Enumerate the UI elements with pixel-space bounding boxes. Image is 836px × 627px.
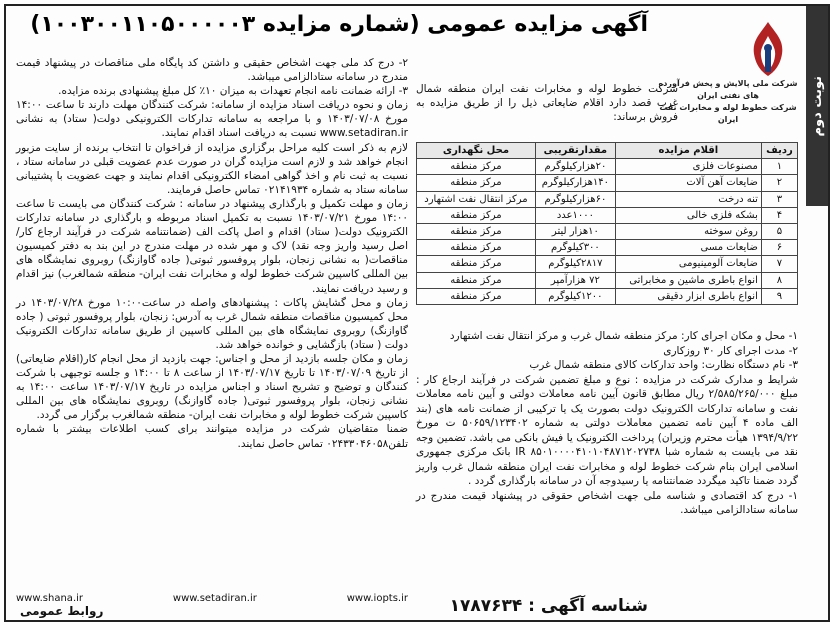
table-row xyxy=(417,191,798,207)
cell-row-number: ۹ xyxy=(761,288,797,304)
cell-location: مرکز منطقه xyxy=(417,223,536,239)
flame-logo-icon xyxy=(746,20,790,78)
cell-row-number: ۴ xyxy=(761,207,797,223)
cell-row-number: ۶ xyxy=(761,240,797,256)
cell-location: مرکز منطقه xyxy=(417,175,536,191)
cell-quantity: ۱۲۰۰کیلوگرم xyxy=(535,288,615,304)
cell-row-number: ۳ xyxy=(761,191,797,207)
paragraph: ۳- ارائه ضمانت نامه انجام تعهدات به میزان ۱۰٪ کل مبلغ پیشنهادی برنده مزایده. xyxy=(58,85,408,98)
cell-location: مرکز منطقه xyxy=(417,207,536,223)
cell-quantity: ۶۰هزارکیلوگرم xyxy=(535,191,615,207)
cell-row-number: ۸ xyxy=(761,272,797,288)
table-row xyxy=(417,288,798,304)
paragraph: ۲- درج کد ملی جهت اشخاص حقیقی و داشتن کد پایگاه ملی مناقصات در پیشنهاد قیمت مندرج در سامانه ستادالزامی میباشد. xyxy=(16,57,408,84)
cell-row-number: ۵ xyxy=(761,223,797,239)
ad-page xyxy=(4,4,830,622)
table-row xyxy=(417,256,798,272)
note: ۲- مدت اجرای کار ۳۰ روزکاری xyxy=(663,344,798,357)
paragraph: زمان و مکان جلسه بازدید از محل و اجناس: جهت بازدید از محل انجام کار(اقلام ضایعاتی) از تاریخ ۱۴۰۳/۰۷/۰۹ تا تاریخ ۱۴۰۳/۰۷/۱۷ از ساعت ۸ تا ۱۴:۰۰ و جلسه توجیهی با شرکت کنندگان و توضیح و تشریح اسناد و اجناس مزایده در تاریخ ۱۴۰۳/۰۷/۱۷ ساعت ۱۴:۰۰ به نشانی زنجان، بلوار پروفسور ثبوتی( جاده گاوازنگ) روبروی نمایشگاه های بین المللی کاسپین شرکت خطوط لوله و مخابرات نفت ایران- منطقه شمالغرب برگزار می گردد. xyxy=(16,352,409,422)
cell-item: تنه درخت xyxy=(615,191,761,207)
cell-row-number: ۷ xyxy=(761,256,797,272)
cell-location: مرکز منطقه xyxy=(417,240,536,256)
table-row xyxy=(417,272,798,288)
cell-quantity: ۲۸۱۷کیلوگرم xyxy=(535,256,615,272)
note: ۳- نام دستگاه نظارت: واحد تدارکات کالای منطقه شمال غرب xyxy=(529,359,798,371)
paragraph: زمان و محل گشایش پاکات : پیشنهادهای واصله در ساعت۱۰:۰۰ مورخ ۱۴۰۳/۰۷/۲۸ در محل کمیسیون مناقصات منطقه شمال غرب به آدرس: زنجان، بلوار پروفسور ثبوتی ( جاده گاوازنگ) روبروی نمایشگاه های بین المللی کاسپین از طریق سامانه تدارکات الکترونیک دولت ( ستاد) بازگشایی و خوانده خواهد شد. xyxy=(16,296,408,351)
side-label xyxy=(806,6,828,206)
table-row xyxy=(417,207,798,223)
cell-item: انواع باطری ماشین و مخابراتی xyxy=(615,272,761,288)
cell-item: مصنوعات فلزی xyxy=(615,159,761,175)
cell-item: بشکه فلزی خالی xyxy=(615,207,761,223)
paragraph: لازم به ذکر است کلیه مراحل برگزاری مزایده از فراخوان تا انتخاب برنده از سایت مزبور انجام خواهد شد و لازم است مزایده گران در صورت عدم عضویت قبلی در سامانه ستاد ، نسبت به ثبت نام و اخذ گواهی امضاء الکترونیکی اقدام نمایند و جهت عضویت با پشتیبانی سامانه ستاد به شماره ۰۲۱۴۱۹۳۴ تماس حاصل فرمایند. xyxy=(16,141,408,196)
table-row xyxy=(417,223,798,239)
website-link[interactable]: www.setadiran.ir xyxy=(172,593,257,604)
items-table xyxy=(416,142,798,305)
cell-location: مرکز منطقه xyxy=(417,272,536,288)
cell-item: ضایعات آهن آلات xyxy=(615,175,761,191)
website-link[interactable]: www.iopts.ir xyxy=(346,593,408,604)
paragraph: زمان و مهلت تکمیل و بارگذاری پیشنهاد در سامانه : شرکت کنندگان می بایست تا ساعت ۱۴:۰۰ مورخ ۱۴۰۳/۰۷/۲۱ نسبت به تکمیل اسناد مربوطه و بارگذاری در سامانه تدارکات الکترونیک دولت( ستاد) اقدام و اصل پاکت الف (ضمانتنامه شرکت در فرآیند ارجاع کار/ اصل رسید واریز وجه نقد) لاک و مهر شده در مهلت مندرج در این بند به دفتر کمیسیون مناقصات( به نشانی زنجان، بلوار پروفسور ثبوتی( جاده گاوازنگ) روبروی نمایشگاه های بین المللی کاسپین شرکت خطوط لوله و مخابرات نفت ایران- منطقه شمالغرب) نیز اقدام و رسید دریافت نمایند. xyxy=(16,197,408,295)
table-row xyxy=(417,175,798,191)
cell-location: مرکز انتقال نفت اشتهارد xyxy=(417,191,536,207)
side-label-text: نوبت دوم xyxy=(809,75,825,137)
cell-row-number: ۱ xyxy=(761,159,797,175)
cell-quantity: ۱۰۰۰عدد xyxy=(535,207,615,223)
cell-location: مرکز منطقه xyxy=(417,256,536,272)
cell-row-number: ۲ xyxy=(761,175,797,191)
header-location: محل نگهداری xyxy=(417,143,536,159)
logo-caption: شرکت ملی پالایش و پخش فرآورده های نفتی ایران شرکت خطوط لوله و مخابرات نفت ایران xyxy=(658,79,798,124)
cell-quantity: ۱۰هزار لیتر xyxy=(535,223,615,239)
websites xyxy=(16,593,408,604)
table-header-row xyxy=(417,143,798,159)
cell-quantity: ۷۲ هزارآمپر xyxy=(535,272,615,288)
table-row xyxy=(417,159,798,175)
company-logo xyxy=(658,20,798,124)
ad-title: آگهی مزایده عمومی (شماره مزایده ۱۰۰۳۰۰۱۱۰۵۰۰۰۰۰۳) xyxy=(30,12,648,37)
cell-location: مرکز منطقه xyxy=(417,159,536,175)
cell-quantity: ۳۰۰کیلوگرم xyxy=(535,240,615,256)
cell-quantity: ۲۰هزارکیلوگرم xyxy=(535,159,615,175)
cell-item: ضایعات آلومینیومی xyxy=(615,256,761,272)
header-quantity: مقدارتقریبی xyxy=(535,143,615,159)
intro-text: شرکت خطوط لوله و مخابرات نفت ایران منطقه شمال غرب قصد دارد اقلام ضایعاتی ذیل را از طریق مزایده به فروش برساند: xyxy=(416,83,678,123)
paragraph: زمان و نحوه دریافت اسناد مزایده از سامانه: شرکت کنندگان مهلت دارند تا ساعت ۱۴:۰۰ مورخ ۱۴۰۳/۰۷/۰۸ و با مراجعه به سامانه تدارکات الکترونیکی دولت( ستاد) به نشانی www.setadiran.ir نسبت به دریافت اسناد اقدام نمایند. xyxy=(16,99,408,140)
ad-id: شناسه آگهی : ۱۷۸۷۶۳۴ xyxy=(449,596,648,616)
cell-quantity: ۱۴۰هزارکیلوگرم xyxy=(535,175,615,191)
website-link[interactable]: www.shana.ir xyxy=(16,593,84,604)
header-row-number: ردیف xyxy=(761,143,797,159)
table-row xyxy=(417,240,798,256)
cell-location: مرکز منطقه xyxy=(417,288,536,304)
cell-item: روغن سوخته xyxy=(615,223,761,239)
note: ۱- محل و مکان اجرای کار: مرکز منطقه شمال غرب و مرکز انتقال نفت اشتهارد xyxy=(449,330,798,342)
note: ۱- درج کد اقتصادی و شناسه ملی جهت اشخاص حقوقی در پیشنهاد قیمت مندرج در سامانه ستادالزامی میباشد. xyxy=(416,489,798,516)
paragraph: ضمنا متقاضیان شرکت در مزایده میتوانند برای کسب اطلاعات بیشتر با شماره تلفن۰۲۴۳۳۰۴۶۰۵۸ تماس حاصل نمایند. xyxy=(16,423,408,450)
right-notes xyxy=(416,329,798,518)
left-column xyxy=(16,56,408,451)
note: شرایط و مدارک شرکت در مزایده : نوع و مبلغ تضمین شرکت در فرآیند ارجاع کار : مبلغ ۲/۵۸۵/۲۶۵/۰۰۰ ریال مطابق قانون آیین نامه معاملات دولتی و آیین نامه معاملات نفت و سامانه تدارکات الکترونیک دولت بصورت یک یا ترکیبی از ضمانت نامه های (بند الف ماده ۴ آیین نامه تضمین معاملات دولتی به شماره ۵۰۶۵۹/۱۲۳۴۰۲ ت مورخ ۱۳۹۴/۹/۲۲ هیأت محترم وزیران) پرداخت الکترونیک یا فیش بانکی می باشد. تضمین وجه نقد می بایست به شماره شبا IR ۸۵۰۱۰۰۰۰۴۱۰۱۰۴۸۷۱۲۰۲۷۳۸ بانک مرکزی جمهوری اسلامی ایران بنام شرکت خطوط لوله و مخابرات نفت ایران منطقه شمال غرب واریز گردد ضمنا تاکید میگردد ضمانتنامه یا رسیدوجه آن در سامانه بارگذاری گردد . xyxy=(416,373,798,487)
public-relations-label: روابط عمومی xyxy=(20,604,104,618)
header-item: اقلام مزایده xyxy=(615,143,761,159)
cell-item: انواع باطری ابزار دقیقی xyxy=(615,288,761,304)
cell-item: ضایعات مسی xyxy=(615,240,761,256)
